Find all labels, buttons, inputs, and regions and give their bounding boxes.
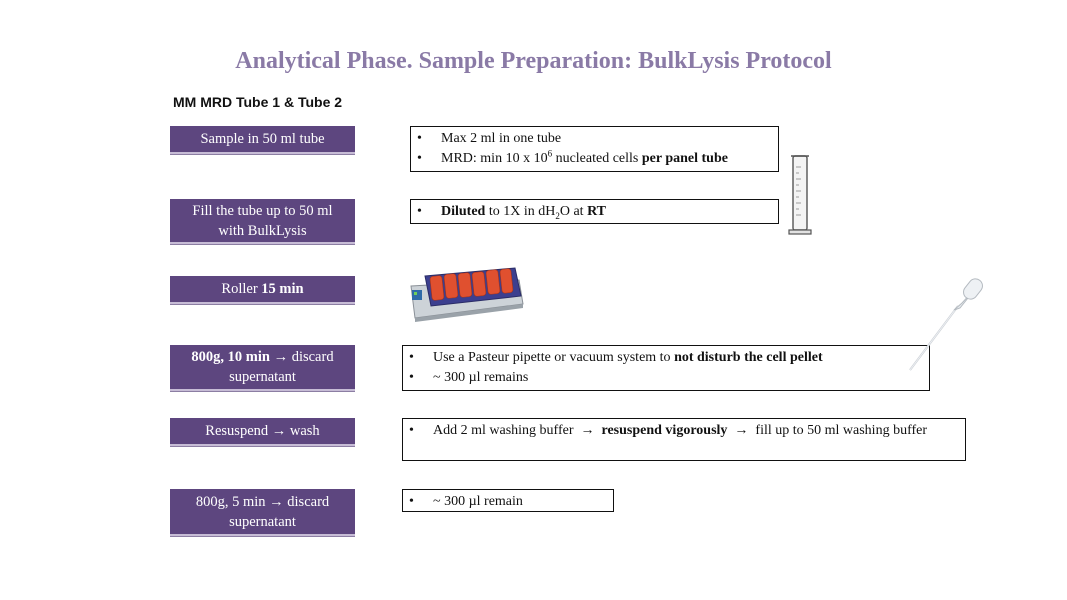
step-centrifuge-10min: [170, 345, 355, 391]
step-label-line2: with BulkLysis: [218, 222, 307, 239]
step-resuspend-wash: [170, 418, 355, 446]
note-bullet: • Max 2 ml in one tube: [417, 129, 770, 149]
step-roller: [170, 276, 355, 304]
step-label-line2: supernatant: [229, 513, 296, 530]
step-label-line1: 800g, 10 min → discard: [191, 349, 334, 365]
note-bullet: • ~ 300 µl remain: [409, 492, 605, 512]
step-label-line1: Fill the tube up to 50 ml: [192, 202, 333, 219]
step-label: Sample in 50 ml tube: [200, 131, 325, 147]
tube-roller-icon: [407, 262, 525, 322]
note-bullet: • Add 2 ml washing buffer → resuspend vigorously → fill up to 50 ml washing buffer: [409, 421, 957, 441]
note-dilution: [410, 199, 779, 224]
step-label-line1: 800g, 5 min → discard: [195, 493, 330, 510]
note-bullet: • ~ 300 µl remains: [409, 368, 921, 388]
note-supernatant-discard: [402, 345, 930, 391]
note-bullet: • MRD: min 10 x $10^6$ nucleated cells per panel tube: [417, 149, 770, 169]
graduated-cylinder-icon: [786, 153, 814, 237]
step-sample-in-tube: [170, 126, 355, 154]
note-bullet: • Diluted to 1X in $dH_2O$ at RT: [417, 202, 770, 222]
note-sample-tube: [410, 126, 779, 172]
page-subtitle: MM MRD Tube 1 & Tube 2: [173, 94, 343, 110]
note-final: [402, 489, 614, 512]
step-fill-tube: [170, 199, 355, 244]
note-bullet: • Use a Pasteur pipette or vacuum system to not disturb the cell pellet: [409, 348, 921, 368]
step-label: Roller 15 min: [221, 281, 304, 297]
step-centrifuge-5min: [170, 489, 355, 536]
pasteur-pipette-icon: [902, 276, 986, 374]
page-title: Analytical Phase. Sample Preparation: BulkLysis Protocol: [235, 48, 832, 74]
step-label: Resuspend → wash: [205, 423, 320, 439]
step-label-line2: supernatant: [229, 369, 296, 385]
note-wash: [402, 418, 966, 461]
